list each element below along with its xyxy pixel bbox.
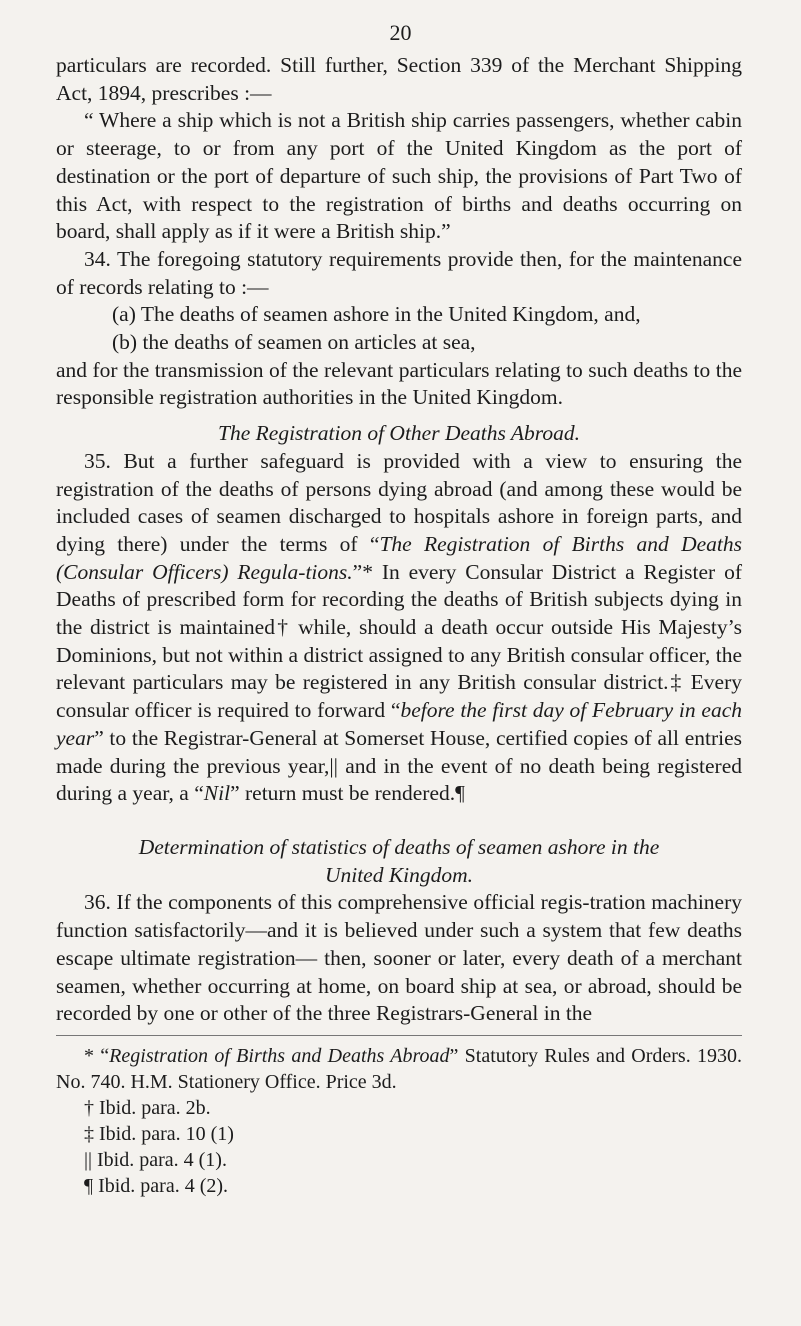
footnote-star-mark: * “ (84, 1045, 110, 1067)
p35-nil: Nil (203, 781, 231, 806)
body-text (56, 52, 742, 1028)
p35-regulations-title: The Registration of Births and Deaths (Consular Officers) Regula-tions. (56, 531, 743, 584)
footnote-dagger: † Ibid. para. 2b. (84, 1097, 211, 1119)
paragraph-34: 34. The foregoing statutory requirements provide then, for the maintenance of records relating to :— (56, 246, 742, 299)
paragraph-34-conclusion: and for the transmission of the relevant particulars relating to such deaths to the responsible registration authorities in the United Kingdom. (56, 357, 742, 410)
footnote-divider (56, 1035, 742, 1036)
footnote-pilcrow: ¶ Ibid. para. 4 (2). (84, 1175, 229, 1197)
footnote-star (56, 1043, 742, 1095)
p35-part-1: 35. But a further safeguard is provided with a view to ensuring the registration of the deaths of persons dying abroad (and among these would be included cases of seamen discharged to hospitals ashore in foreign parts, and dying there) under the terms of “ (56, 448, 742, 556)
page-number: 20 (389, 20, 412, 45)
footnote-star-rest: ” Statutory Rules and Orders. 1930. No. 740. H.M. Stationery Office. Price 3d. (56, 1045, 742, 1093)
paragraph-continuation: particulars are recorded. Still further, Section 339 of the Merchant Shipping Act, 1894, prescribes :— (56, 53, 742, 105)
footnote-star-title: Registration of Births and Deaths Abroad (109, 1045, 450, 1067)
heading-line-1: Determination of statistics of deaths of seamen ashore in the (138, 834, 660, 859)
list-item-b: (b) the deaths of seamen on articles at sea, (112, 330, 476, 355)
section-heading-determination (56, 834, 742, 889)
statute-quote: “ Where a ship which is not a British ship carries passengers, whether cabin or steerage, to or from any port of the United Kingdom as the port of destination or the port of departure of such ship, the provisions of Part Two of this Act, with respect to the registration of births and deaths occurring on board, shall apply as if it were a British ship.” (56, 108, 742, 244)
footnote-parallel: || Ibid. para. 4 (1). (84, 1149, 227, 1171)
p35-deadline: before the first day of February in each year (56, 698, 742, 750)
section-heading-other-deaths: The Registration of Other Deaths Abroad. (218, 421, 580, 446)
p35-part-2: ”* In every Consular District a Register of Deaths of prescribed form for recording the deaths of British subjects dying in the district is maintained† while, should a death occur outside His Majesty’s Dominions, but not within a district assigned to any British consular officer, the relevant particulars may be registered in any British consular district.‡ Every consular officer is required to forward “ (56, 559, 743, 723)
footnote-double-dagger: ‡ Ibid. para. 10 (1) (84, 1123, 234, 1145)
paragraph-36: 36. If the components of this comprehensive official regis-tration machinery function satisfactorily—and it is believed under such a system that few deaths escape ultimate registration— then, sooner or later, every death of a merchant seamen, whether occurring at home, on board ship at sea, or abroad, should be recorded by one or other of the three Registrars-General in the (56, 890, 742, 1026)
paragraph-35 (56, 448, 742, 808)
p35-part-3: ” to the Registrar-General at Somerset House, certified copies of all entries made during the previous year,|| and in the event of no death being registered during a year, a “ (56, 725, 742, 806)
heading-line-2: United Kingdom. (324, 862, 474, 887)
footnotes (56, 1043, 742, 1199)
list-item-a: (a) The deaths of seamen ashore in the United Kingdom, and, (112, 302, 641, 327)
p35-part-4: ” return must be rendered.¶ (230, 781, 465, 806)
